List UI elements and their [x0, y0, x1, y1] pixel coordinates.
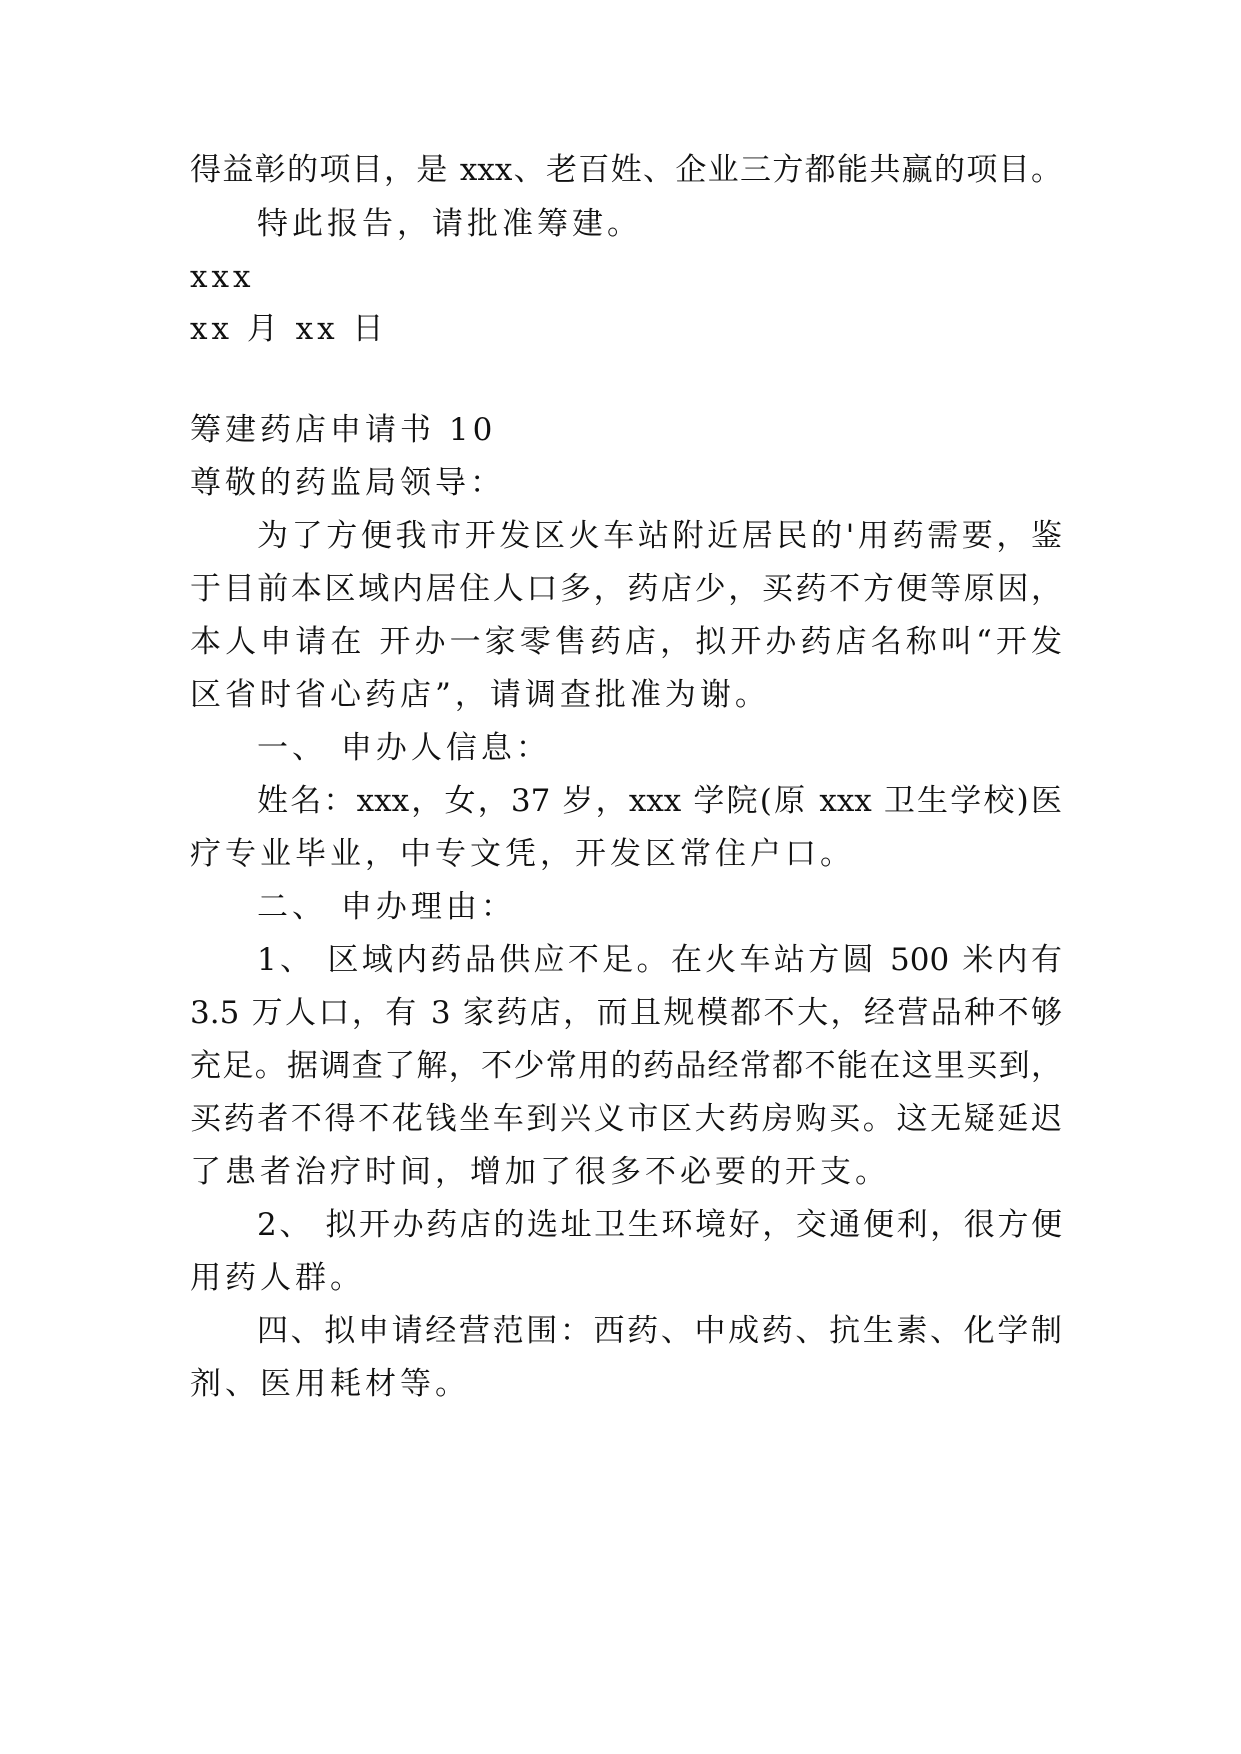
text-line-intro-4: 区省时省心药店”，请调查批准为谢。 [190, 677, 770, 713]
text-line-applicant-1: 姓名：xxx，女，37 岁，xxx 学院(原 xxx 卫生学校)医 [257, 783, 1062, 819]
signature-date: xx 月 xx 日 [190, 311, 388, 347]
text-line-reason1-4: 买药者不得不花钱坐车到兴义市区大药房购买。这无疑延迟 [190, 1101, 1062, 1137]
text-line-reason1-1: 1、 区域内药品供应不足。在火车站方圆 500 米内有 [257, 942, 1062, 978]
text-line-reason1-2: 3.5 万人口，有 3 家药店，而且规模都不大，经营品种不够 [190, 995, 1062, 1031]
text-line-scope-2: 剂、医用耗材等。 [190, 1366, 470, 1402]
text-line-reason1-3: 充足。据调查了解，不少常用的药品经常都不能在这里买到， [190, 1048, 1062, 1084]
text-line-scope-1: 四、拟申请经营范围：西药、中成药、抗生素、化学制 [257, 1313, 1062, 1349]
signature-name: xxx [190, 259, 255, 295]
text-line-reason1-5: 了患者治疗时间，增加了很多不必要的开支。 [190, 1154, 890, 1190]
heading-applicant-info: 一、 申办人信息： [257, 730, 551, 766]
heading-reasons: 二、 申办理由： [257, 889, 516, 925]
text-line-applicant-2: 疗专业毕业，中专文凭，开发区常住户口。 [190, 836, 855, 872]
text-line-intro-1: 为了方便我市开发区火车站附近居民的'用药需要，鉴 [257, 518, 1062, 554]
text-line-intro-2: 于目前本区域内居住人口多，药店少，买药不方便等原因， [190, 571, 1062, 607]
text-line-reason2-1: 2、 拟开办药店的选址卫生环境好，交通便利，很方便 [257, 1207, 1062, 1243]
text-line-intro-3: 本人申请在 开办一家零售药店，拟开办药店名称叫“开发 [190, 624, 1062, 660]
salutation: 尊敬的药监局领导： [190, 465, 505, 501]
section-title: 筹建药店申请书 10 [190, 412, 497, 448]
text-line-reason2-2: 用药人群。 [190, 1260, 365, 1296]
text-line-request: 特此报告，请批准筹建。 [257, 206, 642, 242]
text-line-closing-sentence: 得益彰的项目，是 xxx、老百姓、企业三方都能共赢的项目。 [190, 152, 1062, 188]
